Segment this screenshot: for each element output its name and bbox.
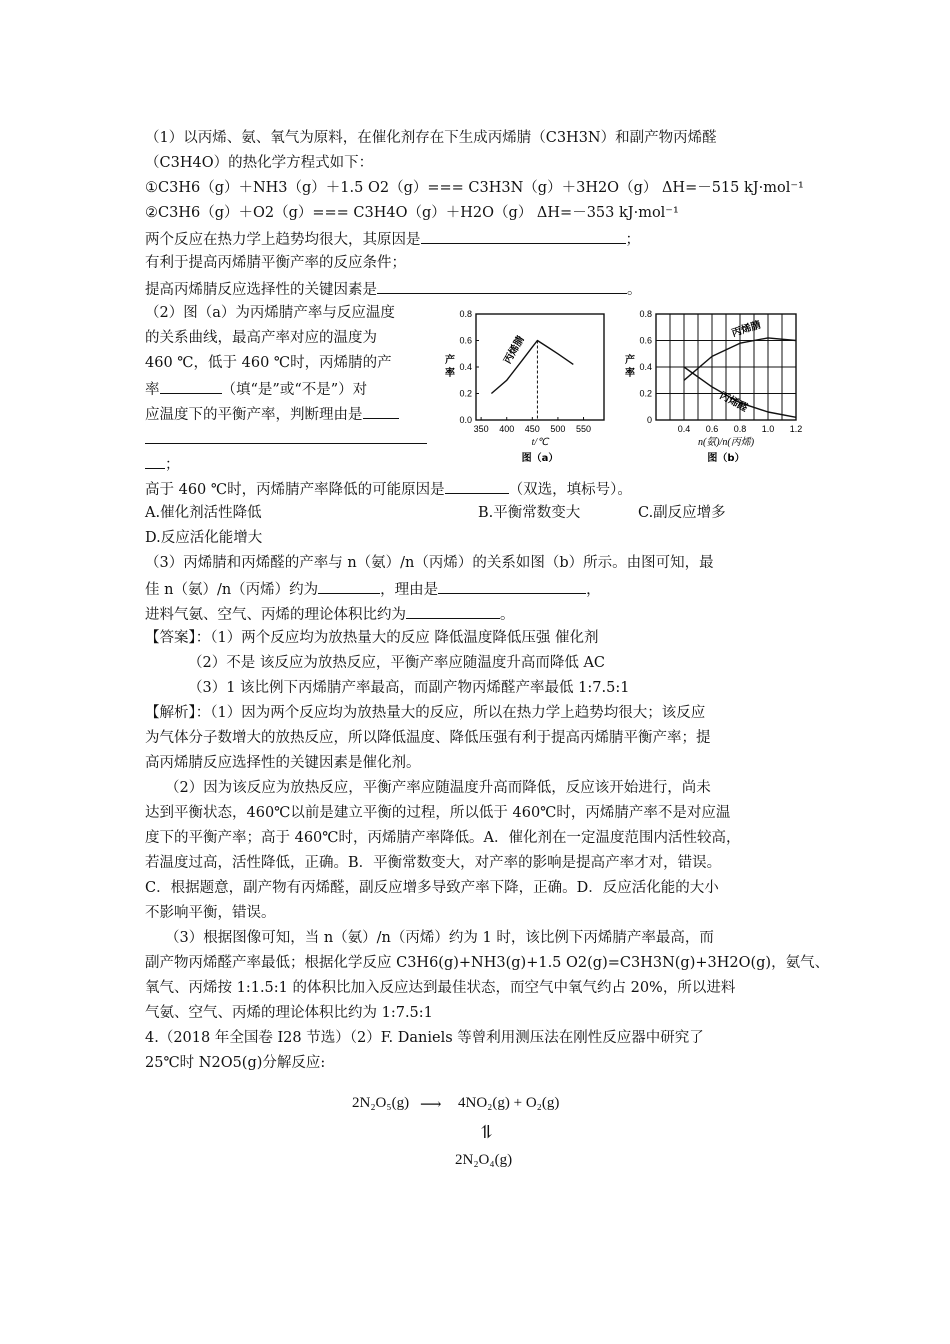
answer-blank[interactable]: [377, 278, 627, 294]
q1-text: 两个反应在热力学上趋势均很大，其原因是: [145, 232, 421, 248]
analysis-line6: 度下的平衡产率；高于 460℃时，丙烯腈产率降低。A．催化剂在一定温度范围内活性较高，: [145, 830, 741, 846]
x-tick-label: 0.8: [733, 424, 747, 434]
equilibrium-arrows: ⥮: [479, 1122, 495, 1142]
q2-option-b: B.平衡常数变大: [478, 505, 581, 521]
q3-text: 进料气氨、空气、丙烯的理论体积比约为: [145, 607, 406, 623]
q3-line2: [145, 578, 601, 600]
x-tick-label: 400: [499, 424, 515, 434]
reaction-arrow: ⟶: [420, 1097, 442, 1113]
q3-text: 佳 n（氨）/n（丙烯）约为: [145, 582, 319, 598]
reaction-dimer: 2N₂O₄(g): [455, 1152, 513, 1168]
y-tick-label: 0.8: [639, 309, 652, 319]
analysis-line7: 若温度过高，活性降低，正确。B．平衡常数变大，对产率的影响是提高产率才对，错误。: [145, 855, 722, 871]
y-tick-label: 0.0: [459, 415, 472, 425]
chart-title: 图（a）: [521, 453, 559, 464]
x-tick-label: 450: [524, 424, 540, 434]
q2-line5: [145, 403, 399, 425]
q1-intro-line2: （C3H4O）的热化学方程式如下：: [145, 155, 374, 171]
y-tick-label: 0.2: [639, 388, 652, 399]
q1-text-end: 。: [627, 282, 642, 298]
answer-blank[interactable]: [145, 453, 165, 469]
y-tick-label: 0: [646, 415, 652, 425]
analysis-line5: 达到平衡状态，460℃以前是建立平衡的过程，所以低于 460℃时，丙烯腈产率不是对应温: [145, 805, 731, 821]
q2-text: （填“是”或“不是”）对: [221, 382, 368, 398]
q3-text: ，理由是: [380, 582, 439, 598]
y-axis-label: 率: [445, 368, 455, 379]
q1-text: 提高丙烯腈反应选择性的关键因素是: [145, 282, 377, 298]
analysis-line13: 气氨、空气、丙烯的理论体积比约为 1:7.5:1: [145, 1005, 433, 1021]
q2-line1: （2）图（a）为丙烯腈产率与反应温度: [145, 305, 395, 321]
answer-line1: 【答案】：（1）两个反应均为放热量大的反应 降低温度降低压强 催化剂: [145, 630, 599, 646]
x-tick-label: 550: [576, 424, 592, 434]
analysis-line4: （2）因为该反应为放热反应，平衡产率应随温度升高而降低，反应该开始进行，尚未: [165, 780, 711, 796]
answer-blank[interactable]: [438, 578, 586, 594]
q3-line3: [145, 603, 515, 625]
analysis-line9: 不影响平衡，错误。: [145, 905, 276, 921]
q1-equation-2: ②C3H6（g）＋O2（g）=== C3H4O（g）＋H2O（g） ΔH=－353 kJ·mol⁻¹: [145, 205, 679, 221]
y-axis-label: 产: [625, 355, 635, 366]
x-tick-label: 1.0: [761, 424, 775, 434]
y-tick-label: 0.8: [459, 309, 472, 319]
q3-line1: （3）丙烯腈和丙烯醛的产率与 n（氨）/n（丙烯）的关系如图（b）所示。由图可知，最: [145, 555, 714, 571]
curve-label-acrolein: 丙烯醛: [717, 390, 750, 415]
q3-text: 。: [500, 607, 515, 623]
q2-option-a: A.催化剂活性降低: [145, 505, 262, 521]
q1-question-line1: [145, 228, 640, 250]
q4-line2: 25℃时 N2O5(g)分解反应:: [145, 1055, 326, 1071]
q2-text: ；: [165, 457, 180, 473]
q2-text: （双选，填标号）。: [508, 482, 632, 498]
x-tick-label: 0.6: [705, 424, 719, 434]
chart-a: [438, 300, 608, 478]
x-tick-label: 1.2: [789, 424, 803, 434]
reaction-products: 4NO₂(g) + O₂(g): [458, 1095, 560, 1111]
analysis-line3: 高丙烯腈反应选择性的关键因素是催化剂。: [145, 755, 421, 771]
chart-b: [618, 300, 808, 478]
q1-equation-1: ①C3H6（g）＋NH3（g）＋1.5 O2（g）=== C3H3N（g）＋3H2O（g） ΔH=－515 kJ·mol⁻¹: [145, 180, 804, 196]
answer-line2: （2）不是 该反应为放热反应，平衡产率应随温度升高而降低 AC: [188, 655, 606, 671]
q1-question-line3: [145, 278, 642, 300]
q2-line7: [145, 453, 180, 475]
analysis-line1: 【解析】：（1）因为两个反应均为放热量大的反应，所以在热力学上趋势均很大；该反应: [145, 705, 706, 721]
q2-option-c: C.副反应增多: [638, 505, 726, 521]
q2-text: 高于 460 ℃时，丙烯腈产率降低的可能原因是: [145, 482, 445, 498]
answer-blank[interactable]: [445, 478, 509, 494]
q2-line6: [145, 428, 427, 450]
answer-blank[interactable]: [421, 228, 626, 244]
analysis-line11: 副产物丙烯醛产率最低；根据化学反应 C3H6(g)+NH3(g)+1.5 O2(g)=C3H3N(g)+3H2O(g)，氨气、: [145, 955, 830, 971]
q1-text-end: ；: [625, 232, 640, 248]
y-tick-label: 0.6: [459, 335, 472, 346]
analysis-line12: 氧气、丙烯按 1:1.5:1 的体积比加入反应达到最佳状态，而空气中氧气约占 20%，所以进料: [145, 980, 736, 996]
q1-question-line2: 有利于提高丙烯腈平衡产率的反应条件；: [145, 255, 406, 271]
y-tick-label: 0.4: [639, 362, 652, 372]
plot-frame: [476, 314, 604, 420]
answer-blank[interactable]: [145, 428, 427, 444]
q2-line4: [145, 378, 367, 400]
q2-option-d: D.反应活化能增大: [145, 530, 263, 546]
analysis-line2: 为气体分子数增大的放热反应，所以降低温度、降低压强有利于提高丙烯腈平衡产率；提: [145, 730, 711, 746]
q4-line1: 4.（2018 年全国卷 I28 节选）（2）F. Daniels 等曾利用测压法在刚性反应器中研究了: [145, 1030, 704, 1046]
reaction-reactant: 2N₂O₅(g): [352, 1095, 410, 1111]
analysis-line10: （3）根据图像可知，当 n（氨）/n（丙烯）约为 1 时，该比例下丙烯腈产率最高，而: [165, 930, 714, 946]
y-tick-label: 0.6: [639, 335, 652, 346]
q2-text: 率: [145, 382, 160, 398]
x-tick-label: 500: [550, 424, 566, 434]
x-axis-label: n(氨)/n(丙烯): [697, 437, 755, 448]
curve-label-acrylonitrile: 丙烯腈: [502, 334, 527, 366]
answer-blank[interactable]: [160, 378, 222, 394]
y-tick-label: 0.4: [459, 362, 472, 372]
answer-blank[interactable]: [363, 403, 399, 419]
answer-line3: （3）1 该比例下丙烯腈产率最高，而副产物丙烯醛产率最低 1:7.5:1: [188, 680, 630, 696]
chart-title: 图（b）: [707, 453, 745, 464]
y-axis-label: 率: [625, 368, 635, 379]
q2-line2: 的关系曲线，最高产率对应的温度为: [145, 330, 377, 346]
x-axis-label: t/℃: [531, 437, 549, 448]
q3-text: ，: [586, 582, 601, 598]
q2-line8: [145, 478, 632, 500]
curve-label-acrylonitrile: 丙烯腈: [730, 319, 763, 340]
y-axis-label: 产: [445, 355, 455, 366]
q2-text: 应温度下的平衡产率，判断理由是: [145, 407, 363, 423]
x-tick-label: 350: [473, 424, 489, 434]
q2-line3: 460 ℃，低于 460 ℃时，丙烯腈的产: [145, 355, 392, 371]
q1-intro-line1: （1）以丙烯、氨、氧气为原料，在催化剂存在下生成丙烯腈（C3H3N）和副产物丙烯醛: [145, 130, 717, 146]
x-tick-label: 0.4: [677, 424, 691, 434]
answer-blank[interactable]: [406, 603, 500, 619]
series-line-丙烯腈: [491, 341, 573, 394]
analysis-line8: C．根据题意，副产物有丙烯醛，副反应增多导致产率下降，正确。D．反应活化能的大小: [145, 880, 719, 896]
y-tick-label: 0.2: [459, 388, 472, 399]
answer-blank[interactable]: [318, 578, 380, 594]
